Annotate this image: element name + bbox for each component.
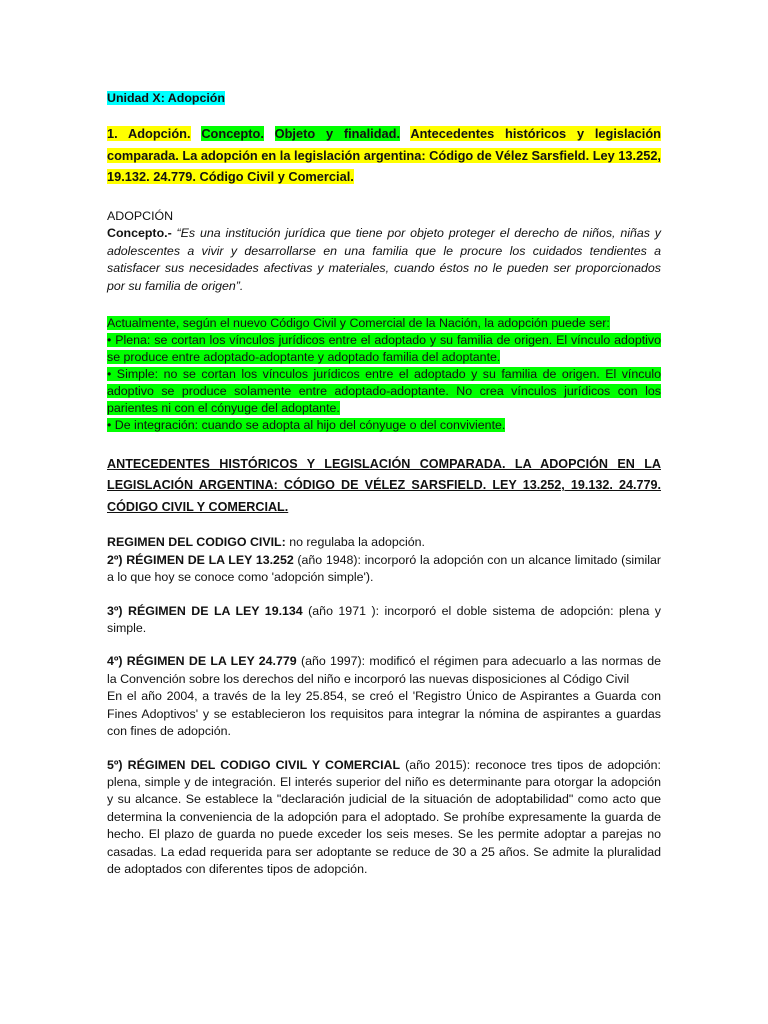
concept-label: Concepto.- xyxy=(107,226,172,241)
regime-4-text: (año 1997): modificó el régimen para adecuarlo a las normas de la Convención sobre los derechos del niño e incorporó las nuevas disposiciones al Código Civil xyxy=(107,654,661,686)
regime-3-text: (año 1971 ): incorporó el doble sistema de adopción: plena y simple. xyxy=(107,603,662,636)
type-simple: • Simple: no se cortan los vínculos jurídicos entre el adoptado y su familia de origen. El vínculo adoptivo se produce solamente entre adoptado-adoptante. No crea vínculos jurídicos con los parientes ni con el cónyuge del adoptante. xyxy=(107,366,661,415)
topic-part-3: Objeto y finalidad. xyxy=(274,126,401,142)
topic-part-4: Antecedentes históricos y legislación comparada. La adopción en la legislación argentina: Código de Vélez Sarsfield. Ley 13.252, 19.132. 24.779. Código Civil y Comercial. xyxy=(107,126,661,185)
regime-4-extra: En el año 2004, a través de la ley 25.854, se creó el 'Registro Único de Aspirantes a Guarda con Fines Adoptivos' y se establecieron los requisitos para integrar la nómina de aspirantes a guardas con fines de adopción. xyxy=(107,689,661,739)
regime-ccc xyxy=(107,757,661,879)
unit-title xyxy=(107,90,661,107)
types-intro: Actualmente, según el nuevo Código Civil y Comercial de la Nación, la adopción puede ser: xyxy=(107,315,610,330)
regime-ley-24779 xyxy=(107,653,661,740)
type-integracion: • De integración: cuando se adopta al hijo del cónyuge o del conviviente. xyxy=(107,417,506,432)
regime-1-text: no regulaba la adopción. xyxy=(285,535,425,550)
concept-paragraph xyxy=(107,225,661,295)
topic-heading xyxy=(107,123,661,188)
topic-part-1: 1. Adopción. xyxy=(107,126,191,142)
regime-3-label: 3º) RÉGIMEN DE LA LEY 19.134 xyxy=(107,603,303,618)
topic-part-2: Concepto. xyxy=(201,126,264,142)
type-plena: • Plena: se cortan los vínculos jurídicos entre el adoptado y su familia de origen. El vínculo adoptivo se produce entre adoptado-adoptante y adoptado familia del adoptante. xyxy=(107,332,661,364)
regime-ley-19134 xyxy=(107,603,661,638)
unit-title-text: Unidad X: Adopción xyxy=(107,91,225,105)
adoption-types xyxy=(107,315,661,434)
regime-5-label: 5º) RÉGIMEN DEL CODIGO CIVIL Y COMERCIAL xyxy=(107,757,401,772)
regime-civil-code xyxy=(107,534,661,586)
section-title: ANTECEDENTES HISTÓRICOS Y LEGISLACIÓN COMPARADA. LA ADOPCIÓN EN LA LEGISLACIÓN ARGENTINA: CÓDIGO DE VÉLEZ SARSFIELD. LEY 13.252, 19.132. 24.779. CÓDIGO CIVIL Y COMERCIAL. xyxy=(107,456,661,514)
concept-text: “Es una institución jurídica que tiene por objeto proteger el derecho de niños, niñas y adolescentes a vivir y desarrollarse en una familia que le procure los cuidados tendientes a satisfacer sus necesidades afectivas y materiales, cuando éstos no le pueden ser proporcionados por su familia de origen”. xyxy=(107,226,661,293)
adopcion-heading: ADOPCIÓN xyxy=(107,208,174,223)
regime-2-text: (año 1948): incorporó la adopción con un alcance limitado (similar a lo que hoy se conoce como 'adopción simple'). xyxy=(107,552,661,585)
regime-4-label: 4º) RÉGIMEN DE LA LEY 24.779 xyxy=(107,654,297,669)
regime-5-text: (año 2015): reconoce tres tipos de adopción: plena, simple y de integración. El interés superior del niño es determinante para otorgar la adopción y su alcance. Se establece la "declaración judicial de la situación de adoptabilidad" como acto que determina la conveniencia de la adopción para el adoptado. Se prohíbe expresamente la guarda de hecho. El plazo de guarda no puede exceder los seis meses. Se les permite adoptar a parejas no casadas. La edad requerida para ser adoptante se reduce de 30 a 25 años. Se admite la pluralidad de adoptados con diferentes tipos de adopción. xyxy=(107,757,661,876)
regime-2-label: 2º) RÉGIMEN DE LA LEY 13.252 xyxy=(107,552,294,567)
regime-1-label: REGIMEN DEL CODIGO CIVIL: xyxy=(107,535,286,550)
